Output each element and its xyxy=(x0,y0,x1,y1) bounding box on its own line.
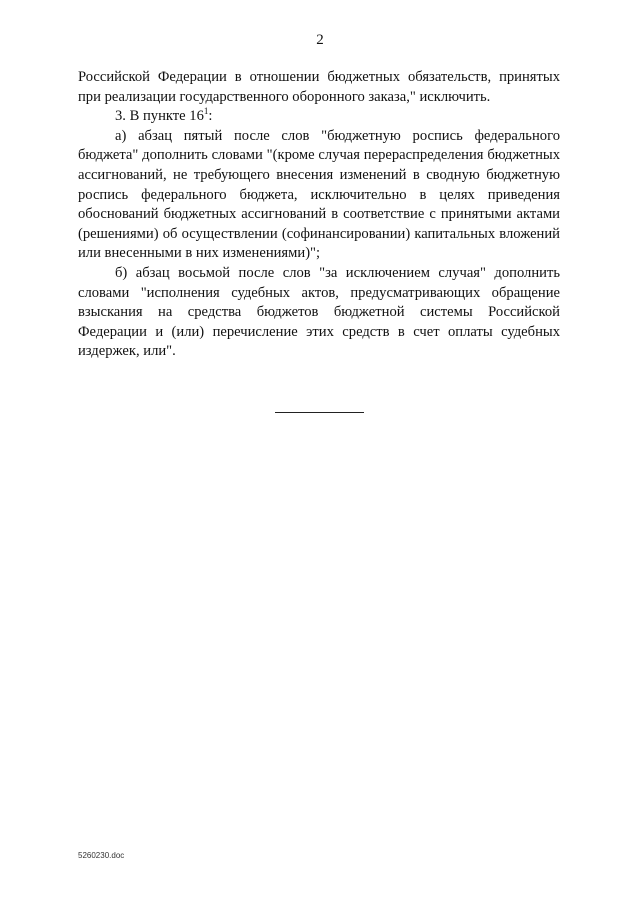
footer-filename: 5260230.doc xyxy=(78,851,125,860)
paragraph-subitem-a: а) абзац пятый после слов "бюджетную роспись федерального бюджета" дополнить словами "(кроме случая перераспределения бюджетных ассигнований, не требующего внесения изменений в сводную бюджетную роспись федерального бюджета, исключительно в целях приведения обоснований бюджетных ассигнований в соответствие с принятыми актами (решениями) об осуществлении (софинансировании) капитальных вложений или внесенными в них изменениями)"; xyxy=(78,127,560,262)
document-body xyxy=(78,68,560,362)
page-number: 2 xyxy=(316,32,324,48)
paragraph-subitem-b: б) абзац восьмой после слов "за исключением случая" дополнить словами "исполнения судебных актов, предусматривающих обращение взыскания на средства бюджетов бюджетной системы Российской Федерации и (или) перечисление этих средств в счет оплаты судебных издержек, или". xyxy=(78,264,560,360)
item-3-text: 3. В пункте 16 xyxy=(115,108,204,125)
paragraph-continuation: Российской Федерации в отношении бюджетных обязательств, принятых при реализации государственного оборонного заказа," исключить. xyxy=(78,69,560,105)
end-divider-line xyxy=(275,412,364,413)
item-3-colon: : xyxy=(208,108,213,125)
item-3-superscript: 1 xyxy=(203,106,209,117)
paragraph-item-3 xyxy=(78,107,560,127)
